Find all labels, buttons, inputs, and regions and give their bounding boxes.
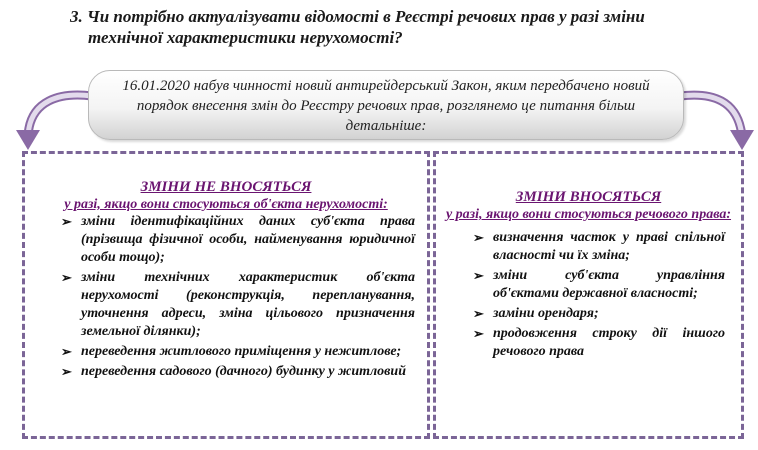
changes-made-box: [433, 151, 744, 439]
arrow-bullet-icon: ➢: [61, 364, 72, 379]
title-line-2: технічної характеристики нерухомості?: [88, 28, 403, 47]
list-item: ➢ зміни суб'єкта управління об'єктами державної власності;: [473, 268, 725, 301]
right-subheading: у разі, якщо вони стосуються речового права:: [445, 207, 732, 222]
right-item-list: [473, 229, 725, 361]
list-item: ➢ переведення садового (дачного) будинку у житловий: [61, 364, 407, 379]
left-heading: ЗМІНИ НЕ ВНОСЯТЬСЯ: [140, 179, 312, 195]
banner-text: 16.01.2020 набув чинності новий антирейдерський Закон, яким передбачено новий порядок внесення змін до Реєстру речових прав, розглянемо це питання більш детальніше:: [122, 78, 650, 134]
list-item: ➢ продовження строку дії іншого речового права: [473, 326, 725, 359]
arrow-bullet-icon: ➢: [473, 268, 484, 283]
intro-banner: [88, 70, 684, 140]
list-item: ➢ заміни орендаря;: [473, 306, 599, 321]
arrow-bullet-icon: ➢: [473, 326, 484, 341]
right-heading: ЗМІНИ ВНОСЯТЬСЯ: [515, 189, 662, 205]
list-item: ➢ переведення житлового приміщення у нежитлове;: [61, 344, 402, 359]
arrow-bullet-icon: ➢: [61, 214, 72, 229]
changes-not-made-box: [22, 151, 430, 439]
left-item-list: [61, 213, 415, 381]
arrow-bullet-icon: ➢: [61, 270, 72, 285]
right-curved-arrow-icon: [680, 95, 754, 150]
list-item: ➢ зміни технічних характеристик об'єкта нерухомості (реконструкція, перепланування, уточнення адреси, зміна цільового призначення земельної ділянки);: [61, 270, 415, 339]
list-item: ➢ зміни ідентифікаційних даних суб'єкта права (прізвища фізичної особи, найменування юридичної особи тощо);: [61, 214, 415, 265]
arrow-bullet-icon: ➢: [473, 306, 484, 321]
left-subheading: у разі, якщо вони стосуються об'єкта нерухомості:: [64, 197, 388, 212]
arrow-bullet-icon: ➢: [61, 344, 72, 359]
left-curved-arrow-icon: [16, 95, 92, 150]
arrow-bullet-icon: ➢: [473, 230, 484, 245]
title-line-1: 3. Чи потрібно актуалізувати відомості в Реєстрі речових прав у разі зміни: [70, 7, 645, 26]
list-item: ➢ визначення часток у праві спільної власності чи їх зміна;: [473, 230, 725, 263]
